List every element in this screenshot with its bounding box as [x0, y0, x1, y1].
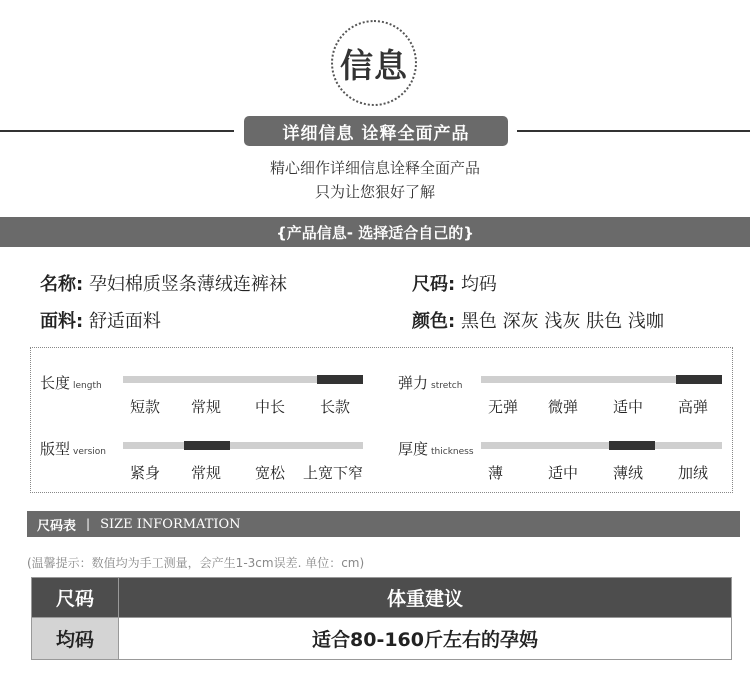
attr-length-option: 中长	[255, 398, 286, 416]
size-info-bar	[27, 511, 740, 537]
product-name	[40, 270, 287, 296]
attr-length-option: 长款	[320, 398, 351, 416]
product-color-label: 颜色:	[412, 311, 456, 332]
attr-thickness-option: 薄	[488, 464, 504, 482]
header-subtitle-1: 精心细作详细信息诠释全面产品	[269, 159, 480, 177]
attr-thickness-option: 加绒	[678, 464, 709, 482]
attr-thickness-option: 薄绒	[613, 464, 644, 482]
attr-length-option: 短款	[130, 398, 161, 416]
attr-thickness-label: 厚度 thickness	[398, 440, 474, 458]
header-divider-right	[517, 130, 750, 132]
attr-length-label: 长度 length	[40, 374, 102, 392]
size-table-row	[32, 618, 732, 660]
product-size-label: 尺码:	[412, 274, 456, 295]
attr-version-option: 宽松	[255, 464, 286, 482]
attr-version-option: 常规	[191, 464, 222, 482]
product-fabric-label: 面料:	[40, 311, 84, 332]
attr-version-option: 紧身	[130, 464, 161, 482]
attr-version-label: 版型 version	[40, 440, 106, 458]
attr-version-thumb	[184, 441, 230, 450]
attr-length-option: 常规	[191, 398, 222, 416]
attr-stretch-option: 微弹	[548, 398, 579, 416]
product-size-value: 均码	[460, 274, 497, 295]
attr-stretch-label: 弹力 stretch	[398, 374, 463, 392]
attr-stretch-option: 适中	[613, 398, 644, 416]
measurement-tip: (温馨提示：数值均为手工测量，会产生1-3cm误差. 单位：cm)	[27, 556, 365, 570]
attr-thickness-option: 适中	[548, 464, 579, 482]
product-size	[412, 270, 497, 296]
size-table-header: 尺码	[32, 578, 119, 618]
attr-stretch-option: 无弹	[488, 398, 519, 416]
product-color	[412, 307, 664, 333]
size-table-header: 体重建议	[119, 578, 732, 618]
header-divider-left	[0, 130, 234, 132]
product-fabric	[40, 307, 161, 333]
size-table	[31, 577, 732, 660]
size-table-cell: 适合80-160斤左右的孕妈	[119, 618, 732, 660]
size-table-header-row	[32, 578, 732, 618]
product-info-bar: {产品信息- 选择适合自己的}	[0, 217, 750, 247]
attr-version-track	[123, 442, 363, 449]
attr-thickness-track	[481, 442, 722, 449]
size-table-cell: 均码	[32, 618, 119, 660]
size-info-title-en: SIZE INFORMATION	[100, 516, 241, 532]
attr-stretch-thumb	[676, 375, 722, 384]
attr-version-option: 上宽下窄	[303, 464, 364, 482]
attr-length-thumb	[317, 375, 363, 384]
info-title-circle	[331, 20, 417, 106]
size-info-title-cn: 尺码表	[37, 518, 77, 534]
product-name-label: 名称:	[40, 274, 84, 295]
attr-thickness-thumb	[609, 441, 655, 450]
size-info-separator: |	[86, 517, 91, 531]
header-pill: 详细信息 诠释全面产品	[244, 116, 508, 146]
product-fabric-value: 舒适面料	[88, 311, 161, 332]
product-name-value: 孕妇棉质竖条薄绒连裤袜	[88, 274, 287, 295]
attr-stretch-option: 高弹	[678, 398, 709, 416]
info-title: 信息	[340, 45, 408, 85]
header-subtitle-2: 只为让您狠好了解	[314, 183, 435, 201]
product-color-value: 黑色 深灰 浅灰 肤色 浅咖	[460, 311, 664, 332]
